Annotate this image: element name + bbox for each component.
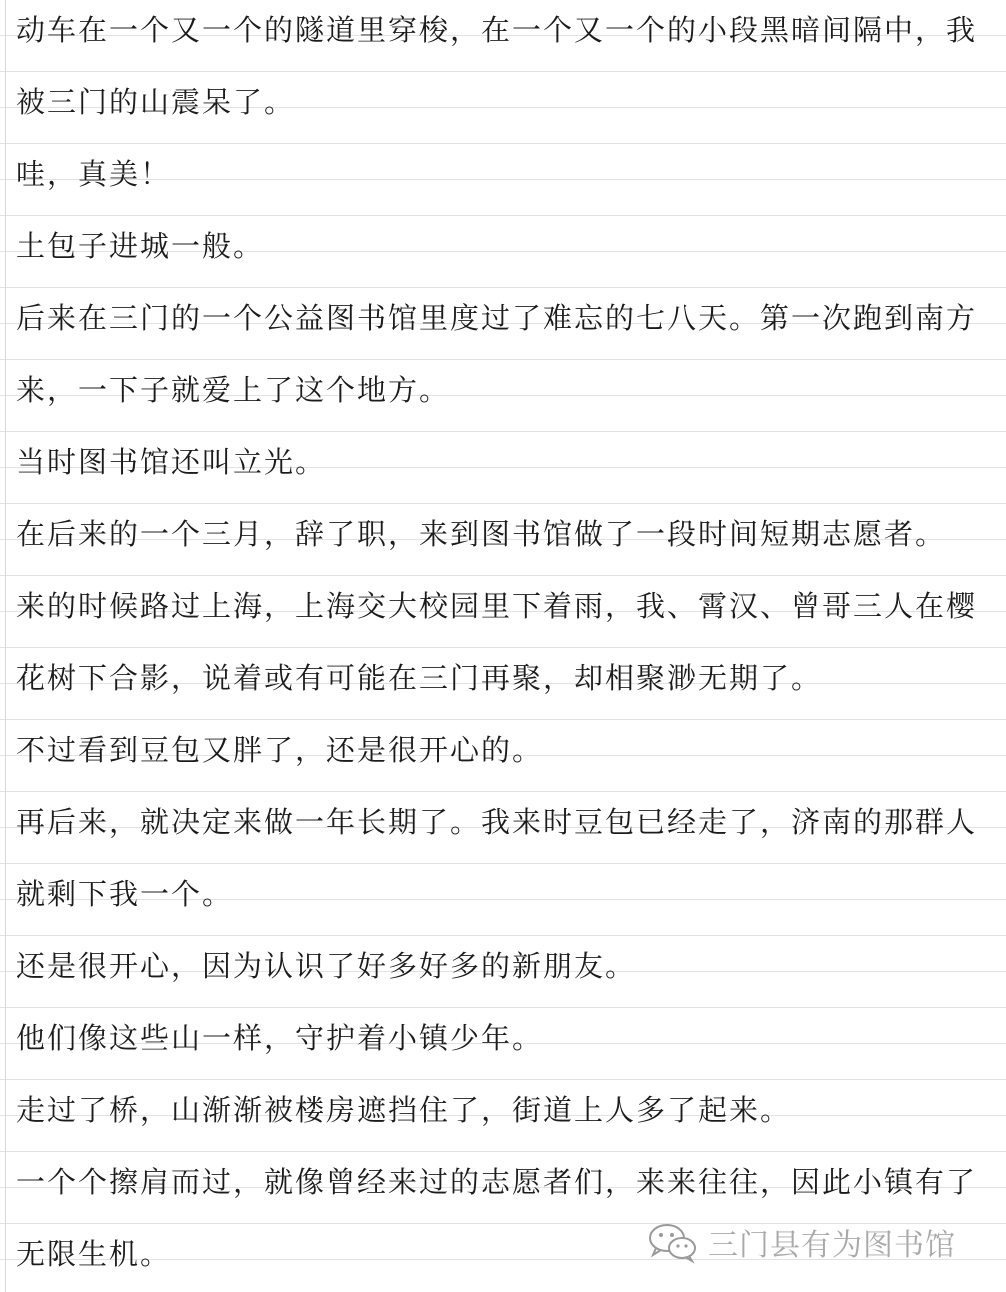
text-line-13: 就剩下我一个。 <box>16 877 234 911</box>
text-line-2: 被三门的山震呆了。 <box>16 85 296 119</box>
text-line-6: 来，一下子就爱上了这个地方。 <box>16 373 451 407</box>
text-line-16: 走过了桥，山渐渐被楼房遮挡住了，街道上人多了起来。 <box>16 1093 792 1127</box>
wechat-icon <box>646 1220 700 1264</box>
text-line-1: 动车在一个又一个的隧道里穿梭，在一个又一个的小段黑暗间隔中，我 <box>16 13 978 47</box>
text-line-5: 后来在三门的一个公益图书馆里度过了难忘的七八天。第一次跑到南方 <box>16 301 978 335</box>
text-line-14: 还是很开心，因为认识了好多好多的新朋友。 <box>16 949 637 983</box>
text-line-11: 不过看到豆包又胖了，还是很开心的。 <box>16 733 544 767</box>
text-line-18: 无限生机。 <box>16 1237 172 1271</box>
text-line-8: 在后来的一个三月，辞了职，来到图书馆做了一段时间短期志愿者。 <box>16 517 947 551</box>
text-line-7: 当时图书馆还叫立光。 <box>16 445 327 479</box>
text-line-15: 他们像这些山一样，守护着小镇少年。 <box>16 1021 544 1055</box>
text-line-12: 再后来，就决定来做一年长期了。我来时豆包已经走了，济南的那群人 <box>16 805 978 839</box>
watermark-text: 三门县有为图书馆 <box>708 1228 956 1263</box>
text-line-4: 土包子进城一般。 <box>16 229 265 263</box>
text-line-17: 一个个擦肩而过，就像曾经来过的志愿者们，来来往往，因此小镇有了 <box>16 1165 978 1199</box>
text-line-10: 花树下合影，说着或有可能在三门再聚，却相聚渺无期了。 <box>16 661 823 695</box>
watermark <box>646 1220 956 1264</box>
text-line-3: 哇，真美！ <box>16 157 172 191</box>
margin-line <box>5 0 6 1292</box>
text-line-9: 来的时候路过上海，上海交大校园里下着雨，我、霄汉、曾哥三人在樱 <box>16 589 978 623</box>
